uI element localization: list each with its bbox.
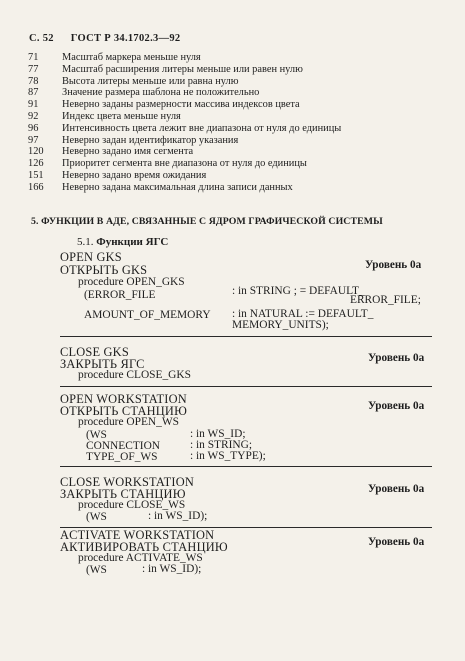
error-code: 71 xyxy=(28,52,39,63)
param-name: CONNECTION xyxy=(86,440,161,452)
error-text: Интенсивность цвета лежит вне диапазона от нуля до единицы xyxy=(62,122,342,134)
error-text: Масштаб маркера меньше нуля xyxy=(62,52,201,63)
error-text: Неверно задано имя сегмента xyxy=(62,146,194,158)
error-item xyxy=(28,135,448,147)
error-code: 96 xyxy=(28,122,39,134)
param-name: AMOUNT_OF_MEMORY xyxy=(84,309,211,321)
error-code: 92 xyxy=(28,110,39,122)
error-text: Неверно задан идентификатор указания xyxy=(62,134,239,146)
level-label: Уровень 0а xyxy=(368,536,425,548)
error-code: 87 xyxy=(28,87,39,99)
function-name-en: OPEN GKS xyxy=(60,250,122,264)
function-name-en: CLOSE WORKSTATION xyxy=(60,475,195,489)
param-type: : in STRING ; = DEFAULT_ xyxy=(232,285,365,297)
param-type: : in STRING; xyxy=(190,439,253,451)
param-type-continued: MEMORY_UNITS); xyxy=(232,319,329,331)
function-name-ru: ЗАКРЫТЬ СТАНЦИЮ xyxy=(60,487,186,501)
divider xyxy=(60,386,432,387)
error-code: 151 xyxy=(28,169,44,181)
error-text: Высота литеры меньше или равна нулю xyxy=(62,75,239,87)
error-code: 126 xyxy=(28,158,44,170)
error-item xyxy=(28,182,448,194)
error-item xyxy=(28,99,448,111)
divider xyxy=(60,466,432,467)
page-number: С. 52 xyxy=(29,33,54,44)
param-type: : in WS_TYPE); xyxy=(190,450,266,462)
procedure-signature: procedure OPEN_WS xyxy=(78,416,179,428)
subsection-title xyxy=(77,236,168,248)
error-item xyxy=(28,158,448,170)
error-text: Неверно задано время ожидания xyxy=(62,169,207,181)
function-name-en: CLOSE GKS xyxy=(60,345,129,359)
level-label: Уровень 0а xyxy=(368,352,425,364)
error-text: Приоритет сегмента вне диапазона от нуля до единицы xyxy=(62,158,307,170)
subsection-number: 5.1. xyxy=(77,236,94,248)
error-item xyxy=(28,76,448,88)
error-item xyxy=(28,87,448,99)
param-type: : in WS_ID); xyxy=(142,563,202,575)
standard-number: ГОСТ Р 34.1702.3—92 xyxy=(70,33,181,44)
subsection-label: Функции ЯГС xyxy=(96,236,169,248)
error-item xyxy=(28,146,448,158)
level-label: Уровень 0а xyxy=(368,400,425,412)
procedure-signature: procedure OPEN_GKS xyxy=(78,276,185,288)
param-type: : in WS_ID; xyxy=(190,428,246,440)
function-name-ru: АКТИВИРОВАТЬ СТАНЦИЮ xyxy=(60,540,228,554)
error-code: 78 xyxy=(28,75,39,87)
error-text: Значение размера шаблона не положительно xyxy=(62,87,260,99)
error-item xyxy=(28,111,448,123)
param-type: : in WS_ID); xyxy=(148,510,208,522)
param-name: (WS xyxy=(86,429,107,441)
error-text: Масштаб расширения литеры меньше или равен нулю xyxy=(62,63,303,75)
error-code: 91 xyxy=(28,99,39,111)
error-code: 166 xyxy=(28,181,44,193)
error-code: 120 xyxy=(28,146,44,158)
error-item xyxy=(28,123,448,135)
function-name-ru: ЗАКРЫТЬ ЯГС xyxy=(60,357,145,371)
procedure-signature: procedure CLOSE_GKS xyxy=(78,369,191,381)
param-name: (WS xyxy=(86,564,107,576)
error-list xyxy=(28,52,448,194)
error-code: 77 xyxy=(28,63,39,75)
param-name: (WS xyxy=(86,511,107,523)
param-type-continued: ERROR_FILE; xyxy=(350,294,421,306)
function-name-en: ACTIVATE WORKSTATION xyxy=(60,528,215,542)
divider xyxy=(60,336,432,337)
function-name-ru: ОТКРЫТЬ СТАНЦИЮ xyxy=(60,404,188,418)
error-item xyxy=(28,170,448,182)
error-text: Неверно задана максимальная длина записи данных xyxy=(62,181,293,193)
error-item xyxy=(28,64,448,76)
procedure-signature: procedure ACTIVATE_WS xyxy=(78,552,203,564)
param-name: (ERROR_FILE xyxy=(84,289,156,301)
param-type: : in NATURAL := DEFAULT_ xyxy=(232,308,374,320)
error-text: Неверно заданы размерности массива индексов цвета xyxy=(62,99,300,111)
function-name-en: OPEN WORKSTATION xyxy=(60,392,187,406)
level-label: Уровень 0а xyxy=(365,259,422,271)
param-name: TYPE_OF_WS xyxy=(86,451,158,463)
procedure-signature: procedure CLOSE_WS xyxy=(78,499,186,511)
error-code: 97 xyxy=(28,134,39,146)
error-item xyxy=(28,52,448,64)
page-header xyxy=(29,33,180,44)
function-name-ru: ОТКРЫТЬ GKS xyxy=(60,263,148,277)
section-title: 5. ФУНКЦИИ В АДЕ, СВЯЗАННЫЕ С ЯДРОМ ГРАФИЧЕСКОЙ СИСТЕМЫ xyxy=(31,216,383,227)
level-label: Уровень 0а xyxy=(368,483,425,495)
error-text: Индекс цвета меньше нуля xyxy=(62,110,181,122)
